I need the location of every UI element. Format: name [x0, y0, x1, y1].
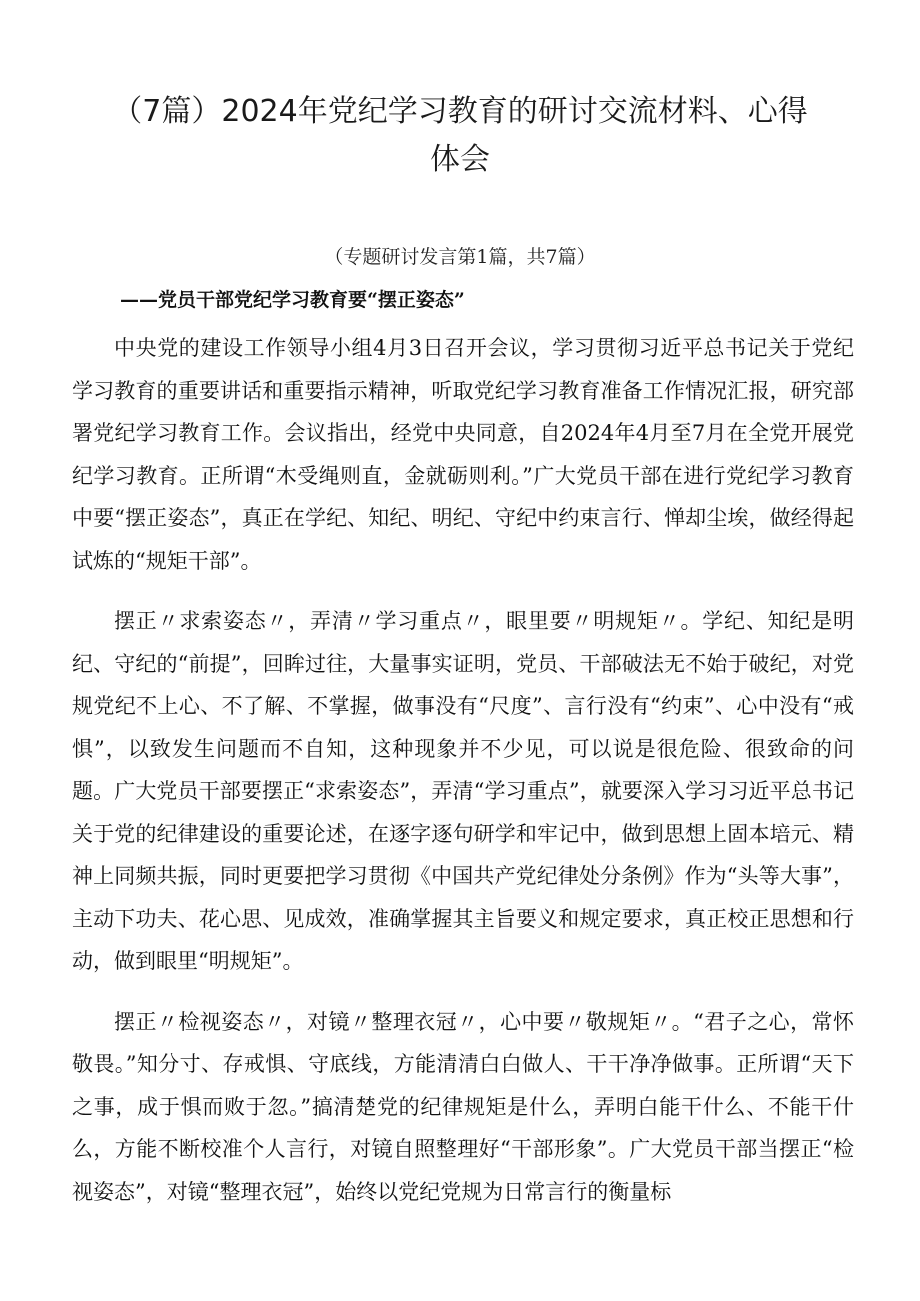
document-subtitle: （专题研讨发言第1篇，共7篇）	[324, 246, 596, 268]
paragraph-3: 摆正〃检视姿态〃，对镜〃整理衣冠〃，心中要〃敬规矩〃。“君子之心，常怀敬畏。”知分寸、存戒惧、守底线，方能清清白白做人、干干净净做事。正所谓“天下之事，成于惧而败于忽。”搞清楚党的纪律规矩是什么，弄明白能干什么、不能干什么，方能不断校准个人言行，对镜自照整理好“干部形象”。广大党员干部当摆正“检视姿态”，对镜“整理衣冠”，始终以党纪党规为日常言行的衡量标	[72, 1009, 854, 1204]
document-body	[72, 327, 854, 1231]
paragraph-1: 中央党的建设工作领导小组4月3日召开会议，学习贯彻习近平总书记关于党纪学习教育的重要讲话和重要指示精神，听取党纪学习教育准备工作情况汇报，研究部署党纪学习教育工作。会议指出，经党中央同意，自2024年4月至7月在全党开展党纪学习教育。正所谓“木受绳则直，金就砺则利。”广大党员干部在进行党纪学习教育中要“摆正姿态”，真正在学纪、知纪、明纪、守纪中约束言行、惮却尘埃，做经得起试炼的“规矩干部”。	[72, 336, 854, 573]
paragraph-2: 摆正〃求索姿态〃，弄清〃学习重点〃，眼里要〃明规矩〃。学纪、知纪是明纪、守纪的“前提”，回眸过往，大量事实证明，党员、干部破法无不始于破纪，对党规党纪不上心、不了解、不掌握，做事没有“尺度”、言行没有“约束”、心中没有“戒惧”，以致发生问题而不自知，这种现象并不少见，可以说是很危险、很致命的问题。广大党员干部要摆正“求索姿态”，弄清“学习重点”，就要深入学习习近平总书记关于党的纪律建设的重要论述，在逐字逐句研学和牢记中，做到思想上固本培元、精神上同频共振，同时更要把学习贯彻《中国共产党纪律处分条例》作为“头等大事”，主动下功夫、花心思、见成效，准确掌握其主旨要义和规定要求，真正校正思想和行动，做到眼里“明规矩”。	[72, 609, 854, 973]
section-heading: ——党员干部党纪学习教育要“摆正姿态”	[120, 289, 465, 311]
document-title: （7篇）2024年党纪学习教育的研讨交流材料、心得体会	[112, 94, 808, 177]
